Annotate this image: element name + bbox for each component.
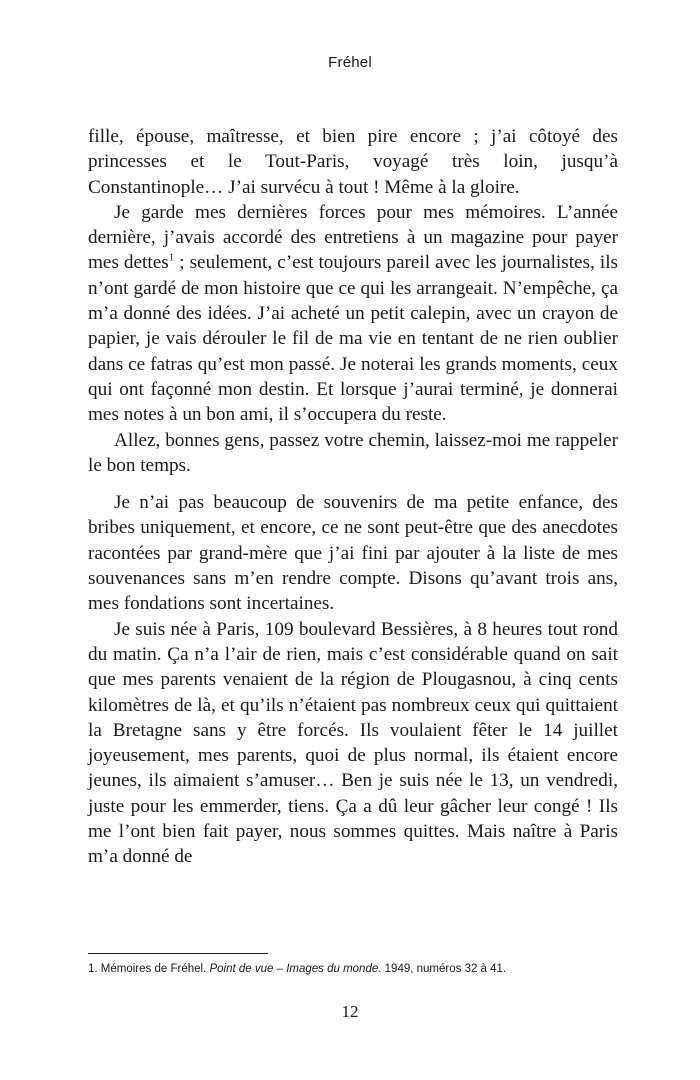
footnote-divider <box>88 953 268 954</box>
paragraph-2-text-b: ; seulement, c’est toujours pareil avec les journalistes, ils n’ont gardé de mon histoire que ce qui les arrangeait. N’empêche, ça m’a donné des idées. J’ai acheté un petit calepin, avec un crayon de papier, je vais dérouler le fil de ma vie en tentant de ne rien oublier dans ce fatras qu’est mon passé. Je noterai les grands moments, ceux qui ont façonné mon destin. Et lorsque j’aurai terminé, je donnerai mes notes à un bon ami, il s’occupera du reste. <box>88 252 618 426</box>
footnote-number: 1. <box>88 963 98 975</box>
paragraph-4: Je n’ai pas beaucoup de souvenirs de ma petite enfance, des bribes uniquement, et encore, ce ne sont peut-être que des anecdotes racontées par grand-mère que j’ai fini par ajouter à la liste de mes souvenances sans m’en rendre compte. Disons qu’avant trois ans, mes fondations sont incertaines. <box>88 492 618 615</box>
paragraph-5: Je suis née à Paris, 109 boulevard Bessières, à 8 heures tout rond du matin. Ça n’a l’air de rien, mais c’est considérable quand on sait que mes parents venaient de la région de Plougasnou, à cinq cents kilomètres de là, et qu’ils n’étaient pas nombreux ceux qui quittaient la Bretagne sans y être forcés. Ils voulaient fêter le 14 juillet joyeusement, mes parents, quoi de plus normal, ils étaient encore jeunes, ils aimaient s’amuser… Ben je suis née le 13, un vendredi, juste pour les emmerder, tiens. Ça a dû leur gâcher leur congé ! Ils me l’ont bien fait payer, nous sommes quittes. Mais naître à Paris m’a donné de <box>88 618 618 868</box>
footnote-source: Mémoires de Fréhel. <box>100 963 207 975</box>
paragraph-2-text-a: Je garde mes dernières forces pour mes mémoires. L’année dernière, j’avais accordé des entretiens à un magazine pour payer mes dettes <box>88 201 618 274</box>
body-text <box>88 124 618 870</box>
running-head: Fréhel <box>328 54 372 71</box>
footnote-reference: 1 <box>168 252 175 265</box>
paragraph-1: fille, épouse, maîtresse, et bien pire encore ; j’ai côtoyé des princesses et le Tout-Paris, voyagé très loin, jusqu’à Constantinople… J’ai survécu à tout ! Même à la gloire. <box>88 126 618 198</box>
page-number: 12 <box>341 1002 359 1021</box>
footnote-publication: Point de vue – Images du monde. <box>209 963 382 975</box>
paragraph-3: Allez, bonnes gens, passez votre chemin, laissez-moi me rappeler le bon temps. <box>88 429 618 476</box>
footnote <box>88 962 628 977</box>
footnote-details: 1949, numéros 32 à 41. <box>384 963 507 975</box>
paragraph-2 <box>88 200 618 428</box>
